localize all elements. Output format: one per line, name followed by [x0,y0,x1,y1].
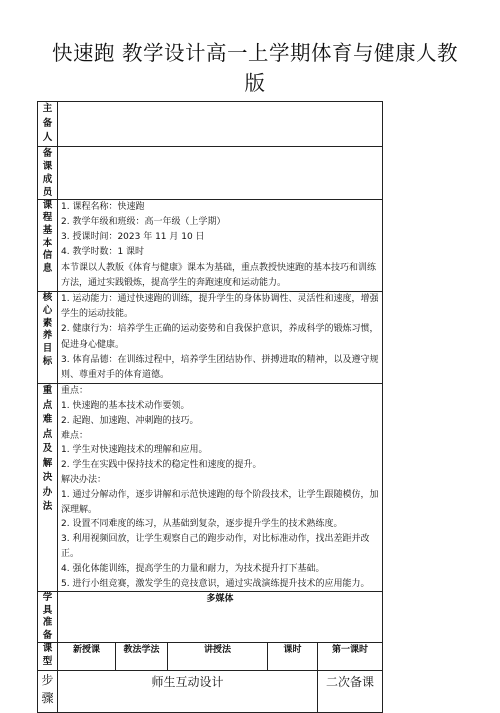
preparer-value[interactable] [58,102,383,147]
label-materials: 学 具 准 备 [38,592,58,643]
core-literacy-item: 2. 健康行为：培养学生正确的运动姿势和自我保护意识，养成科学的锻炼习惯，促进身心健康。 [61,324,379,350]
key-points-item: 1. 快速跑的基本技术动作要领。 [61,401,190,412]
core-literacy-content [58,292,383,384]
row-key-points [38,384,383,592]
solution-item: 3. 利用视频回放，让学生观察自己的跑步动作，对比标准动作，找出差距并改正。 [61,534,370,559]
core-literacy-item: 3. 体育品德：在训练过程中，培养学生团结协作、拼搏进取的精神，以及遵守规则、尊重对手的体育道德。 [61,354,379,381]
label-preparer: 主备 人 [38,102,58,147]
difficulty-item: 2. 学生在实践中保持技术的稳定性和速度的提升。 [61,460,262,471]
basic-info-line: 1. 课程名称：快速跑 [61,201,145,212]
solution-item: 1. 通过分解动作，逐步讲解和示范快速跑的每个阶段技术，让学生跟随模仿，加深理解。 [61,489,379,515]
row-course-type [38,643,383,671]
row-members [38,146,383,199]
label-core-literacy: 核 心 素 养 目 标 [38,292,58,384]
difficulty-heading: 难点： [61,430,89,441]
core-literacy-item: 1. 运动能力：通过快速跑的训练，提升学生的身体协调性、灵活性和速度，增强学生的运动技能。 [61,294,379,320]
lesson-plan-table [37,101,383,713]
label-members: 备 课 成 员 [38,146,58,199]
period-label: 课时 [268,643,318,671]
basic-info-paragraph: 本节课以人教版《体育与健康》课本为基础，重点教授快速跑的基本技巧和训练方法，通过实践锻炼，提高学生的奔跑速度和运动能力。 [61,262,377,288]
basic-info-content [58,199,383,291]
label-basic-info: 课 程 基 本 信 息 [38,199,58,291]
method-label: 教法学法 [116,643,168,671]
solution-item: 4. 强化体能训练，提高学生的力量和耐力，为技术提升打下基础。 [61,563,325,574]
row-materials [38,592,383,643]
members-value[interactable] [58,146,383,199]
method-value: 讲授法 [168,643,268,671]
basic-info-line: 4. 教学时数：1 课时 [61,247,145,258]
label-steps: 步 骤 [38,671,58,713]
course-type-value: 新授课 [58,643,116,671]
materials-value: 多媒体 [58,592,383,643]
solution-item: 5. 进行小组竞赛，激发学生的竞技意识，通过实战演练提升技术的应用能力。 [61,578,370,589]
key-points-content [58,384,383,592]
label-course-type: 课 型 [38,643,58,671]
key-points-item: 2. 起跑、加速跑、冲刺跑的技巧。 [61,415,199,426]
row-core-literacy [38,292,383,384]
steps-second-prep-header: 二次备课 [318,671,383,713]
row-basic-info [38,199,383,291]
basic-info-line: 3. 授课时间：2023 年 11 月 10 日 [61,232,205,243]
title-line-2: 版 [244,71,266,95]
basic-info-line: 2. 教学年级和班级：高一年级（上学期） [61,216,226,227]
key-points-heading: 重点： [61,386,89,397]
solution-item: 2. 设置不同难度的练习，从基础到复杂，逐步提升学生的技术熟练度。 [61,519,343,530]
difficulty-item: 1. 学生对快速跑技术的理解和应用。 [61,445,208,456]
title-line-1: 快速跑 教学设计高一上学期体育与健康人教 [51,41,458,65]
row-preparer [38,102,383,147]
steps-design-header: 师生互动设计 [58,671,318,713]
period-value: 第一课时 [318,643,383,671]
label-key-points: 重 点 难 点 及 解 决 办 法 [38,384,58,592]
solution-heading: 解决办法： [61,475,107,485]
document-title [30,38,480,98]
